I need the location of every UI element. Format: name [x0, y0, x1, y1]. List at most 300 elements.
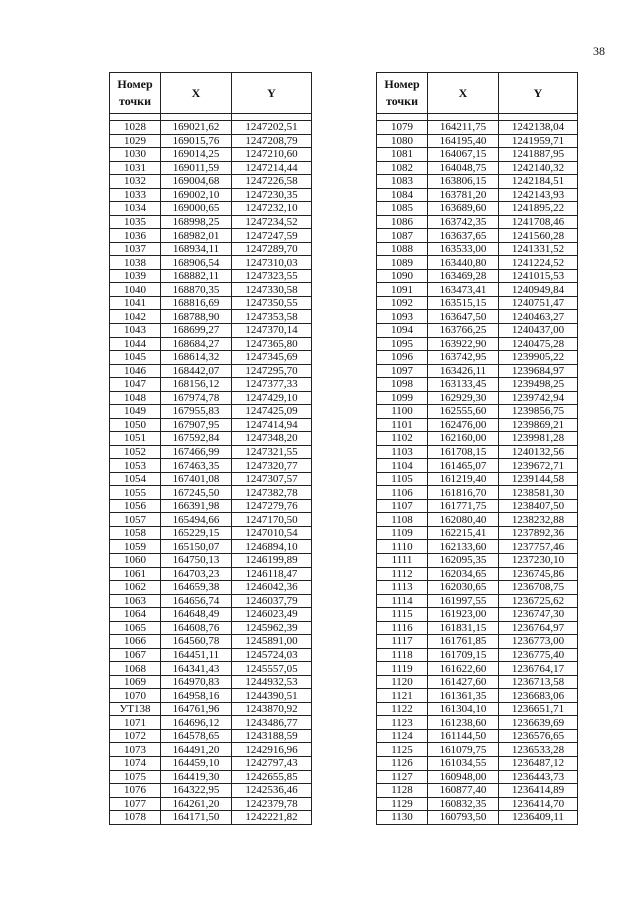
cell-x: 164560,78 — [161, 635, 232, 649]
cell-y: 1247382,78 — [232, 486, 312, 500]
cell-point-number: 1045 — [110, 351, 161, 365]
cell-y: 1247365,80 — [232, 337, 312, 351]
cell-y: 1247202,51 — [232, 121, 312, 135]
table-row — [110, 296, 312, 310]
cell-y: 1247429,10 — [232, 391, 312, 405]
table-row — [110, 770, 312, 784]
cell-x: 164656,74 — [161, 594, 232, 608]
cell-x: 168816,69 — [161, 296, 232, 310]
cell-y: 1247170,50 — [232, 513, 312, 527]
table-row — [110, 229, 312, 243]
cell-point-number: 1042 — [110, 310, 161, 324]
cell-point-number: 1052 — [110, 445, 161, 459]
cell-point-number: 1118 — [377, 648, 428, 662]
cell-x: 167466,99 — [161, 445, 232, 459]
table-row — [110, 161, 312, 175]
cell-x: 163133,45 — [428, 378, 499, 392]
cell-y: 1247320,77 — [232, 459, 312, 473]
cell-x: 163781,20 — [428, 188, 499, 202]
table-row — [110, 729, 312, 743]
cell-y: 1239981,28 — [499, 432, 578, 446]
cell-point-number: 1032 — [110, 175, 161, 189]
cell-point-number: 1123 — [377, 716, 428, 730]
cell-point-number: 1095 — [377, 337, 428, 351]
cell-point-number: 1085 — [377, 202, 428, 216]
table-row — [377, 675, 578, 689]
cell-y: 1240751,47 — [499, 296, 578, 310]
cell-point-number: 1115 — [377, 608, 428, 622]
cell-y: 1236725,62 — [499, 594, 578, 608]
cell-y: 1239498,25 — [499, 378, 578, 392]
table-row — [377, 756, 578, 770]
cell-y: 1238232,88 — [499, 513, 578, 527]
cell-y: 1240437,00 — [499, 323, 578, 337]
cell-x: 165229,15 — [161, 526, 232, 540]
cell-y: 1241560,28 — [499, 229, 578, 243]
table-row — [110, 445, 312, 459]
cell-y: 1244390,51 — [232, 689, 312, 703]
table-row — [110, 811, 312, 825]
cell-point-number: 1128 — [377, 784, 428, 798]
cell-y: 1236533,28 — [499, 743, 578, 757]
table-row — [377, 662, 578, 676]
cell-x: 164322,95 — [161, 784, 232, 798]
table-row — [377, 459, 578, 473]
cell-point-number: 1111 — [377, 554, 428, 568]
cell-point-number: 1038 — [110, 256, 161, 270]
cell-y: 1236775,40 — [499, 648, 578, 662]
cell-x: 163742,35 — [428, 215, 499, 229]
cell-x: 167955,83 — [161, 405, 232, 419]
table-row — [110, 621, 312, 635]
cell-y: 1242536,46 — [232, 784, 312, 798]
cell-point-number: 1065 — [110, 621, 161, 635]
cell-y: 1236713,58 — [499, 675, 578, 689]
table-row — [110, 256, 312, 270]
cell-y: 1239742,94 — [499, 391, 578, 405]
cell-point-number: 1072 — [110, 729, 161, 743]
cell-point-number: 1088 — [377, 242, 428, 256]
header-spacer-row — [377, 114, 578, 121]
cell-x: 162133,60 — [428, 540, 499, 554]
cell-point-number: 1070 — [110, 689, 161, 703]
cell-y: 1247208,79 — [232, 134, 312, 148]
cell-point-number: 1129 — [377, 797, 428, 811]
cell-x: 161361,35 — [428, 689, 499, 703]
cell-x: 161831,15 — [428, 621, 499, 635]
table-row — [110, 540, 312, 554]
cell-point-number: 1035 — [110, 215, 161, 229]
table-row — [377, 729, 578, 743]
cell-y: 1236708,75 — [499, 581, 578, 595]
cell-point-number: 1037 — [110, 242, 161, 256]
cell-point-number: 1087 — [377, 229, 428, 243]
cell-y: 1238581,30 — [499, 486, 578, 500]
cell-y: 1239684,97 — [499, 364, 578, 378]
table-row — [377, 784, 578, 798]
cell-x: 164341,43 — [161, 662, 232, 676]
cell-point-number: 1107 — [377, 499, 428, 513]
cell-point-number: 1108 — [377, 513, 428, 527]
table-row — [377, 608, 578, 622]
table-row — [110, 364, 312, 378]
cell-x: 165494,66 — [161, 513, 232, 527]
cell-point-number: 1119 — [377, 662, 428, 676]
table-row — [110, 391, 312, 405]
table-row — [377, 269, 578, 283]
cell-x: 164211,75 — [428, 121, 499, 135]
cell-x: 163515,15 — [428, 296, 499, 310]
cell-x: 161219,40 — [428, 472, 499, 486]
cell-x: 161997,55 — [428, 594, 499, 608]
cell-x: 161238,60 — [428, 716, 499, 730]
cell-y: 1247353,58 — [232, 310, 312, 324]
cell-y: 1246118,47 — [232, 567, 312, 581]
table-row — [110, 215, 312, 229]
cell-x: 164261,20 — [161, 797, 232, 811]
cell-y: 1246023,49 — [232, 608, 312, 622]
cell-x: 161034,55 — [428, 756, 499, 770]
cell-x: 169021,62 — [161, 121, 232, 135]
table-row — [377, 621, 578, 635]
cell-point-number: 1114 — [377, 594, 428, 608]
cell-point-number: 1058 — [110, 526, 161, 540]
table-header-row — [377, 73, 578, 114]
table-row — [110, 675, 312, 689]
cell-x: 164195,40 — [428, 134, 499, 148]
header-spacer-row — [110, 114, 312, 121]
table-row — [110, 188, 312, 202]
table-row — [377, 161, 578, 175]
cell-x: 164761,96 — [161, 702, 232, 716]
cell-x: 162034,65 — [428, 567, 499, 581]
table-row — [110, 148, 312, 162]
cell-point-number: 1069 — [110, 675, 161, 689]
cell-x: 164703,23 — [161, 567, 232, 581]
cell-point-number: 1068 — [110, 662, 161, 676]
table-row — [377, 229, 578, 243]
cell-y: 1247210,60 — [232, 148, 312, 162]
cell-point-number: 1046 — [110, 364, 161, 378]
cell-x: 163766,25 — [428, 323, 499, 337]
cell-x: 164419,30 — [161, 770, 232, 784]
cell-point-number: 1028 — [110, 121, 161, 135]
cell-point-number: 1103 — [377, 445, 428, 459]
header-x: X — [161, 73, 232, 114]
table-row — [110, 702, 312, 716]
coordinates-table-left — [109, 72, 312, 825]
cell-x: 161708,15 — [428, 445, 499, 459]
cell-y: 1247414,94 — [232, 418, 312, 432]
table-row — [377, 310, 578, 324]
table-row — [110, 323, 312, 337]
table-row — [110, 635, 312, 649]
cell-point-number: 1127 — [377, 770, 428, 784]
table-row — [110, 581, 312, 595]
table-row — [110, 472, 312, 486]
cell-point-number: 1096 — [377, 351, 428, 365]
cell-point-number: 1064 — [110, 608, 161, 622]
cell-x: 162555,60 — [428, 405, 499, 419]
cell-x: 167592,84 — [161, 432, 232, 446]
cell-x: 161622,60 — [428, 662, 499, 676]
table-row — [377, 689, 578, 703]
page-number: 38 — [593, 44, 605, 58]
cell-y: 1236576,65 — [499, 729, 578, 743]
cell-y: 1236639,69 — [499, 716, 578, 730]
table-row — [377, 242, 578, 256]
cell-x: 162030,65 — [428, 581, 499, 595]
cell-x: 164958,16 — [161, 689, 232, 703]
table-row — [377, 526, 578, 540]
cell-x: 164659,38 — [161, 581, 232, 595]
table-row — [377, 405, 578, 419]
cell-y: 1247310,03 — [232, 256, 312, 270]
table-row — [377, 716, 578, 730]
table-row — [110, 418, 312, 432]
cell-point-number: 1075 — [110, 770, 161, 784]
cell-y: 1247230,35 — [232, 188, 312, 202]
cell-x: 161923,00 — [428, 608, 499, 622]
table-row — [110, 567, 312, 581]
table-row — [377, 811, 578, 825]
table-row — [110, 743, 312, 757]
cell-y: 1236651,71 — [499, 702, 578, 716]
cell-y: 1241015,53 — [499, 269, 578, 283]
table-row — [110, 594, 312, 608]
cell-point-number: 1053 — [110, 459, 161, 473]
cell-x: 166391,98 — [161, 499, 232, 513]
cell-point-number: 1057 — [110, 513, 161, 527]
table-row — [110, 310, 312, 324]
cell-x: 163647,50 — [428, 310, 499, 324]
table-row — [110, 784, 312, 798]
cell-x: 163637,65 — [428, 229, 499, 243]
cell-x: 167907,95 — [161, 418, 232, 432]
table-row — [377, 283, 578, 297]
cell-point-number: 1071 — [110, 716, 161, 730]
table-row — [377, 513, 578, 527]
cell-y: 1237230,10 — [499, 554, 578, 568]
cell-point-number: 1062 — [110, 581, 161, 595]
cell-x: 169004,68 — [161, 175, 232, 189]
cell-y: 1246037,79 — [232, 594, 312, 608]
cell-y: 1247279,76 — [232, 499, 312, 513]
cell-x: 168614,32 — [161, 351, 232, 365]
cell-point-number: 1112 — [377, 567, 428, 581]
table-row — [377, 743, 578, 757]
cell-x: 168156,12 — [161, 378, 232, 392]
cell-y: 1247214,44 — [232, 161, 312, 175]
cell-y: 1247323,55 — [232, 269, 312, 283]
cell-point-number: 1078 — [110, 811, 161, 825]
cell-point-number: 1109 — [377, 526, 428, 540]
cell-x: 164048,75 — [428, 161, 499, 175]
cell-y: 1236773,00 — [499, 635, 578, 649]
cell-y: 1244932,53 — [232, 675, 312, 689]
cell-y: 1247289,70 — [232, 242, 312, 256]
cell-y: 1242143,93 — [499, 188, 578, 202]
cell-x: 164459,10 — [161, 756, 232, 770]
table-row — [377, 378, 578, 392]
table-row — [377, 256, 578, 270]
cell-point-number: 1061 — [110, 567, 161, 581]
cell-x: 163742,95 — [428, 351, 499, 365]
cell-x: 163689,60 — [428, 202, 499, 216]
table-row — [377, 770, 578, 784]
cell-x: 167401,08 — [161, 472, 232, 486]
cell-y: 1247010,54 — [232, 526, 312, 540]
cell-point-number: 1113 — [377, 581, 428, 595]
cell-x: 168442,07 — [161, 364, 232, 378]
cell-y: 1238407,50 — [499, 499, 578, 513]
header-point-number: Номер точки — [377, 73, 428, 114]
table-row — [377, 554, 578, 568]
cell-y: 1247350,55 — [232, 296, 312, 310]
table-row — [377, 581, 578, 595]
cell-x: 164067,15 — [428, 148, 499, 162]
cell-point-number: 1036 — [110, 229, 161, 243]
table-row — [110, 202, 312, 216]
cell-x: 160832,35 — [428, 797, 499, 811]
cell-point-number: 1094 — [377, 323, 428, 337]
cell-point-number: 1043 — [110, 323, 161, 337]
cell-point-number: 1130 — [377, 811, 428, 825]
cell-point-number: 1066 — [110, 635, 161, 649]
cell-point-number: 1099 — [377, 391, 428, 405]
cell-y: 1247295,70 — [232, 364, 312, 378]
cell-x: 161816,70 — [428, 486, 499, 500]
table-row — [110, 648, 312, 662]
table-row — [110, 513, 312, 527]
table-row — [110, 175, 312, 189]
table-row — [377, 635, 578, 649]
cell-x: 161304,10 — [428, 702, 499, 716]
cell-y: 1245557,05 — [232, 662, 312, 676]
cell-x: 168982,01 — [161, 229, 232, 243]
cell-x: 169014,25 — [161, 148, 232, 162]
table-header-row — [110, 73, 312, 114]
cell-point-number: 1124 — [377, 729, 428, 743]
cell-y: 1247330,58 — [232, 283, 312, 297]
table-row — [110, 716, 312, 730]
header-x: X — [428, 73, 499, 114]
cell-point-number: 1097 — [377, 364, 428, 378]
cell-y: 1236683,06 — [499, 689, 578, 703]
cell-y: 1239905,22 — [499, 351, 578, 365]
table-row — [377, 648, 578, 662]
cell-y: 1236487,12 — [499, 756, 578, 770]
table-row — [110, 486, 312, 500]
cell-y: 1245891,00 — [232, 635, 312, 649]
cell-x: 164171,50 — [161, 811, 232, 825]
header-y: Y — [232, 73, 312, 114]
cell-y: 1239856,75 — [499, 405, 578, 419]
cell-x: 164970,83 — [161, 675, 232, 689]
table-row — [110, 797, 312, 811]
cell-y: 1247247,59 — [232, 229, 312, 243]
cell-point-number: 1082 — [377, 161, 428, 175]
table-row — [377, 594, 578, 608]
cell-x: 164696,12 — [161, 716, 232, 730]
cell-x: 169011,59 — [161, 161, 232, 175]
cell-y: 1247234,52 — [232, 215, 312, 229]
cell-point-number: 1041 — [110, 296, 161, 310]
cell-point-number: 1059 — [110, 540, 161, 554]
cell-point-number: 1030 — [110, 148, 161, 162]
cell-point-number: 1074 — [110, 756, 161, 770]
cell-x: 162215,41 — [428, 526, 499, 540]
table-row — [110, 337, 312, 351]
table-row — [110, 662, 312, 676]
cell-x: 161144,50 — [428, 729, 499, 743]
cell-x: 161761,85 — [428, 635, 499, 649]
cell-x: 168934,11 — [161, 242, 232, 256]
cell-x: 164451,11 — [161, 648, 232, 662]
cell-y: 1237757,46 — [499, 540, 578, 554]
table-body-right — [377, 121, 578, 825]
cell-point-number: 1056 — [110, 499, 161, 513]
cell-x: 160948,00 — [428, 770, 499, 784]
table-row — [110, 499, 312, 513]
cell-point-number: 1091 — [377, 283, 428, 297]
cell-point-number: 1106 — [377, 486, 428, 500]
cell-y: 1239672,71 — [499, 459, 578, 473]
cell-y: 1246199,89 — [232, 554, 312, 568]
table-row — [110, 121, 312, 135]
cell-point-number: 1086 — [377, 215, 428, 229]
cell-point-number: 1060 — [110, 554, 161, 568]
table-row — [110, 554, 312, 568]
cell-point-number: 1093 — [377, 310, 428, 324]
cell-point-number: 1083 — [377, 175, 428, 189]
table-row — [110, 351, 312, 365]
cell-y: 1242221,82 — [232, 811, 312, 825]
cell-point-number: 1084 — [377, 188, 428, 202]
cell-y: 1243486,77 — [232, 716, 312, 730]
cell-y: 1242655,85 — [232, 770, 312, 784]
cell-point-number: 1079 — [377, 121, 428, 135]
cell-point-number: 1102 — [377, 432, 428, 446]
table-row — [377, 351, 578, 365]
table-row — [377, 486, 578, 500]
cell-point-number: 1090 — [377, 269, 428, 283]
cell-x: 163440,80 — [428, 256, 499, 270]
cell-y: 1236764,17 — [499, 662, 578, 676]
cell-y: 1242916,96 — [232, 743, 312, 757]
header-y: Y — [499, 73, 578, 114]
cell-y: 1243188,59 — [232, 729, 312, 743]
cell-y: 1247377,33 — [232, 378, 312, 392]
cell-y: 1240132,56 — [499, 445, 578, 459]
cell-y: 1243870,92 — [232, 702, 312, 716]
cell-y: 1241895,22 — [499, 202, 578, 216]
cell-y: 1241331,52 — [499, 242, 578, 256]
cell-y: 1241959,71 — [499, 134, 578, 148]
cell-y: 1247370,14 — [232, 323, 312, 337]
cell-y: 1242140,32 — [499, 161, 578, 175]
cell-point-number: 1048 — [110, 391, 161, 405]
cell-point-number: 1051 — [110, 432, 161, 446]
table-row — [110, 378, 312, 392]
cell-point-number: 1039 — [110, 269, 161, 283]
cell-y: 1240949,84 — [499, 283, 578, 297]
cell-x: 168870,35 — [161, 283, 232, 297]
table-row — [377, 148, 578, 162]
cell-y: 1247321,55 — [232, 445, 312, 459]
table-row — [377, 499, 578, 513]
table-row — [377, 134, 578, 148]
